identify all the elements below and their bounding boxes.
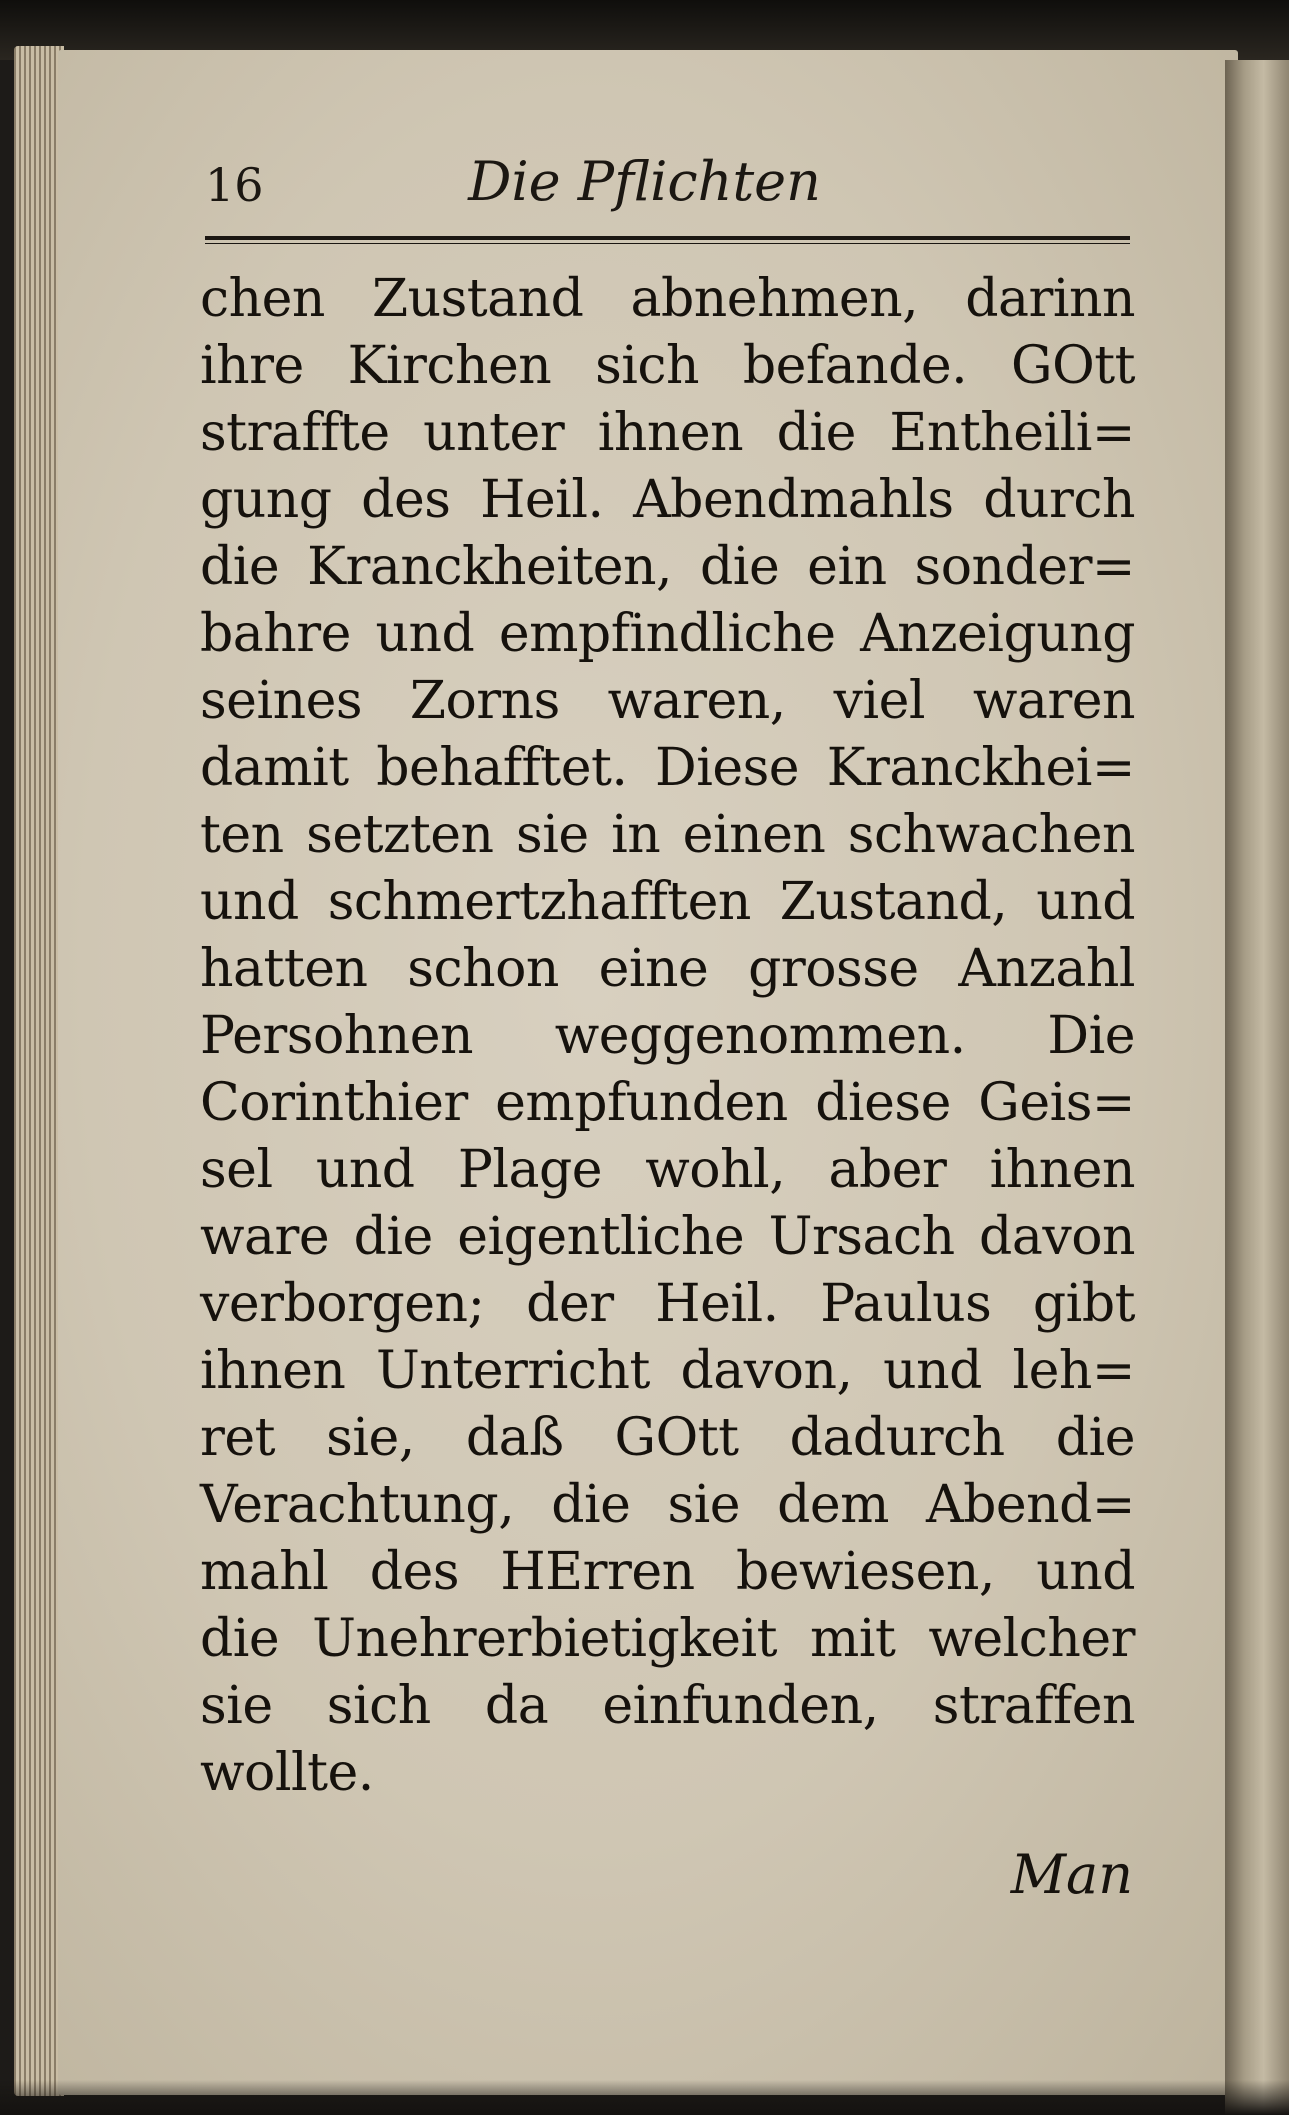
header-rule bbox=[205, 236, 1130, 240]
text-line: ihre Kirchen sich befande. GOtt bbox=[200, 336, 1135, 396]
bottom-shadow bbox=[0, 2080, 1289, 2115]
header-rule-thin bbox=[205, 243, 1130, 244]
text-line: ware die eigentliche Ursach davon bbox=[200, 1207, 1135, 1267]
text-line: chen Zustand abnehmen, darinn bbox=[200, 269, 1135, 329]
catchword: Man bbox=[1010, 1843, 1133, 1906]
text-line-last: wollte. bbox=[200, 1743, 374, 1803]
text-line: bahre und empfindliche Anzeigung bbox=[200, 604, 1135, 664]
text-line: seines Zorns waren, viel waren bbox=[200, 671, 1135, 731]
body-text bbox=[200, 266, 1135, 1807]
text-line: Corinthier empfunden diese Geis= bbox=[200, 1073, 1135, 1133]
page-number: 16 bbox=[205, 158, 264, 212]
text-line: Persohnen weggenommen. Die bbox=[200, 1006, 1135, 1066]
text-line: ret sie, daß GOtt dadurch die bbox=[200, 1408, 1135, 1468]
text-line: verborgen; der Heil. Paulus gibt bbox=[200, 1274, 1135, 1334]
text-line: und schmertzhafften Zustand, und bbox=[200, 872, 1135, 932]
page-stack-edge bbox=[14, 46, 64, 2096]
text-line: damit behafftet. Diese Kranckhei= bbox=[200, 738, 1135, 798]
text-line: ihnen Unterricht davon, und leh= bbox=[200, 1341, 1135, 1401]
text-line: die Unehrerbietigkeit mit welcher bbox=[200, 1609, 1135, 1669]
text-line: die Kranckheiten, die ein sonder= bbox=[200, 537, 1135, 597]
text-line: mahl des HErren bewiesen, und bbox=[200, 1542, 1135, 1602]
text-line: sel und Plage wohl, aber ihnen bbox=[200, 1140, 1135, 1200]
text-line: Verachtung, die sie dem Abend= bbox=[200, 1475, 1135, 1535]
book-gutter bbox=[1225, 60, 1289, 2115]
running-title: Die Pflichten bbox=[468, 150, 821, 213]
text-line: straffte unter ihnen die Entheili= bbox=[200, 403, 1135, 463]
text-line: ten setzten sie in einen schwachen bbox=[200, 805, 1135, 865]
text-line: gung des Heil. Abendmahls durch bbox=[200, 470, 1135, 530]
text-line: sie sich da einfunden, straffen bbox=[200, 1676, 1135, 1736]
text-line: hatten schon eine grosse Anzahl bbox=[200, 939, 1135, 999]
